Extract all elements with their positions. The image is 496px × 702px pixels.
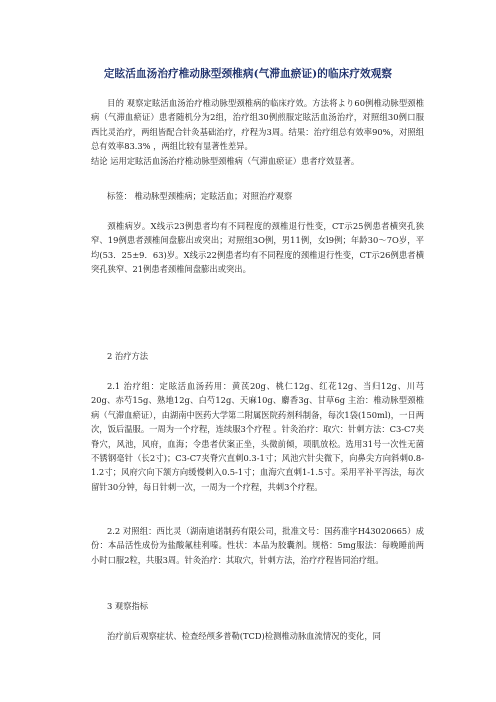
intro-paragraph (91, 219, 424, 277)
section-2-2-text: 2.2 对照组：西比灵（湖南迪诺制药有限公司，批准文号：国药准字H43020665）成份：本品活性成份为盐酸氟桂利嗪。性状：本品为胶囊剂。规格：5mg服法：每晚睡前两小时口服2粒，共服3周。针灸治疗：其取穴，针刺方法，治疗疗程皆同治疗组。 (91, 526, 424, 565)
section-2-1-text: 2.1 治疗组：定眩活血汤药用：黄芪20g、桃仁12g、红花12g、当归12g、川芎20g、赤芍15g、熟地12g、白芍12g、天麻10g、麝香3g、甘草6g 主治：椎动脉型颈椎病（气滞血瘀证），由湖南中医药大学第二附属医院药剂科制备，每次1袋(150ml)，一日两次，饭后温服。一周为一个疗程，连续服3个疗程 。针灸治疗：取穴：针刺方法：C3-C7夹脊穴，风池，风府，血海；令患者伏案正坐，头微前倾，项肌放松。选用31号一次性无菌不锈钢毫针（长2寸)；C3-C7夹脊穴直刺0.3-1寸；风池穴针尖微下，向鼻尖方向斜刺0.8-1.2寸；风府穴向下颔方向缓慢刺入0.5-1寸；血海穴直刺1-1.5寸。采用平补平泻法，每次留针30分钟，每日针刺一次，一周为一个疗程，共刺3个疗程。 (91, 381, 424, 492)
conclusion-paragraph (91, 154, 424, 168)
intro-text: 颈椎病岁。X线示23例患者均有不同程度的颈椎退行性变，CT示25例患者横突孔狭窄、19例患者颈椎间盘膨出或突出；对照组3O例，男11例，女l9例；年龄30～7O岁，平均(53．25±9．63)岁。X线示22例患者均有不同程度的颈椎退行性变，CT示26例患者横突孔狭窄、21例患者颈椎间盘膨出或突出。 (91, 221, 424, 275)
section-3-heading (91, 599, 424, 613)
article-title: 定眩活血汤治疗椎动脉型颈椎病(气滞血瘀证)的临床疗效观察 (103, 68, 393, 80)
abstract-text: 目的 观察定眩活血汤治疗椎动脉型颈椎病的临床疗效。方法将より60例椎动脉型颈椎病（气滞血瘀证）患者随机分为2组，治疗组30例煎服定眩活血汤治疗，对照组30例口服西比灵治疗，两组皆配合针灸基础治疗，疗程为3周。结果：治疗组总有效率90%，对照组总有效率83.3% ，两组比较有显著性差异。 (91, 98, 424, 152)
conclusion-text: 结论 运用定眩活血汤治疗椎动脉型颈椎病（气滞血瘀证）患者疗效显著。 (91, 156, 360, 166)
keywords-paragraph (91, 189, 424, 203)
section-2-heading-text: 2 治疗方法 (107, 351, 149, 361)
keywords-text: 标签： 椎动脉型颈椎病；定眩活血；对照治疗观察 (107, 191, 293, 201)
section-3-text: 治疗前后观察症状、检查经颅多普勒(TCD)检测椎动脉血流情况的变化，同 (107, 631, 381, 641)
section-2-1-paragraph (91, 379, 424, 494)
section-3-heading-text: 3 观察指标 (107, 601, 149, 611)
section-3-paragraph (91, 629, 424, 643)
abstract-paragraph (91, 96, 424, 154)
section-2-2-paragraph (91, 524, 424, 567)
section-2-heading (91, 349, 424, 363)
